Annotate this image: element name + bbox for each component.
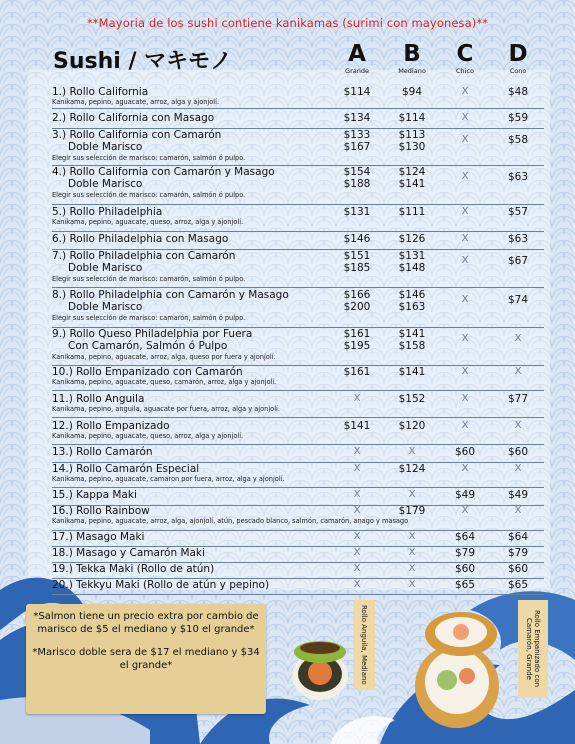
menu-row — [52, 547, 544, 563]
price-cell: $74 — [507, 294, 529, 306]
price-cell: $57 — [507, 206, 529, 218]
price-cell: X — [408, 446, 416, 457]
item-variant: Doble Marisco — [68, 141, 143, 153]
price-cell: X — [514, 505, 522, 516]
price-cell: X — [461, 112, 469, 123]
price-cell-double: $167 — [343, 141, 371, 153]
item-description: Kanikama, pepino, aguacate, camaron por fuera, arroz, alga y ajonjolí. — [52, 475, 285, 483]
price-cell: $67 — [507, 255, 529, 267]
price-cell: $166 — [343, 289, 371, 301]
price-cell: $49 — [454, 489, 476, 501]
price-cell: $131 — [343, 206, 371, 218]
item-name: 3.) Rollo California con Camarón — [52, 129, 222, 141]
price-cell-double: $141 — [398, 178, 426, 190]
column-b-header — [382, 42, 442, 75]
price-cell: X — [353, 531, 361, 542]
price-cell: X — [353, 463, 361, 474]
item-description: Kanikama, pepino, aguacate, arroz, alga y ajonjolí. — [52, 98, 220, 106]
price-cell: $146 — [398, 289, 426, 301]
item-name: 9.) Rollo Queso Philadelphia por Fuera — [52, 328, 253, 340]
price-cell: X — [353, 579, 361, 590]
item-description: Kanikama, pepino, anguila, aguacate por fuera, arroz, alga y ajonjolí. — [52, 405, 280, 413]
item-variant: Con Camarón, Salmón ó Pulpo — [68, 340, 228, 352]
menu-row — [52, 505, 544, 531]
price-cell: $141 — [343, 420, 371, 432]
price-cell: X — [461, 294, 469, 305]
price-cell-double: $185 — [343, 262, 371, 274]
price-cell: $179 — [398, 505, 426, 517]
menu-row — [52, 289, 544, 328]
item-name: 6.) Rollo Philadelphia con Masago — [52, 233, 229, 245]
menu-row — [52, 166, 544, 205]
price-cell: X — [353, 505, 361, 516]
price-cell: X — [408, 563, 416, 574]
price-cell: $133 — [343, 129, 371, 141]
item-description: Elegir sus selección de marisco: camarón, salmón ó pulpo. — [52, 154, 246, 162]
price-cell: $77 — [507, 393, 529, 405]
price-cell: X — [461, 134, 469, 145]
salmon-note: *Salmon tiene un precio extra por cambio de marisco de $5 el mediano y $10 el grande* — [33, 611, 259, 635]
price-cell: $113 — [398, 129, 426, 141]
menu-row — [52, 579, 544, 595]
price-cell-double: $130 — [398, 141, 426, 153]
price-cell: X — [353, 446, 361, 457]
price-cell: $79 — [454, 547, 476, 559]
price-cell: $64 — [507, 531, 529, 543]
item-description: Kanikama, pepino, aguacate, arroz, alga, queso por fuera y ajonjolí. — [52, 353, 276, 361]
price-cell: $60 — [507, 446, 529, 458]
item-name: 17.) Masago Maki — [52, 531, 145, 543]
menu-row — [52, 420, 544, 445]
item-name: 11.) Rollo Anguila — [52, 393, 145, 405]
price-cell: $126 — [398, 233, 426, 245]
price-cell: X — [461, 171, 469, 182]
price-cell: $154 — [343, 166, 371, 178]
price-cell: $114 — [398, 112, 426, 124]
item-name: 2.) Rollo California con Masago — [52, 112, 215, 124]
price-cell: X — [514, 420, 522, 431]
column-a-header — [327, 42, 387, 75]
price-cell: $94 — [401, 86, 423, 98]
price-cell: $146 — [343, 233, 371, 245]
price-cell-double: $163 — [398, 301, 426, 313]
item-name: 16.) Rollo Rainbow — [52, 505, 150, 517]
column-size: Mediano — [398, 67, 426, 75]
menu-row — [52, 531, 544, 547]
price-cell: X — [353, 563, 361, 574]
item-description: Kanikama, pepino, aguacate, queso, arroz, alga y ajonjolí. — [52, 432, 244, 440]
price-cell: X — [514, 366, 522, 377]
item-name: 19.) Tekka Maki (Rollo de atún) — [52, 563, 215, 575]
column-size: Cono — [509, 67, 527, 75]
price-cell: X — [461, 393, 469, 404]
price-cell: $151 — [343, 250, 371, 262]
kanikama-notice: **Mayoria de los sushi contiene kanikamas (surimi con mayonesa)** — [86, 16, 489, 30]
anguila-roll-image — [285, 628, 355, 708]
item-name: 20.) Tekkyu Maki (Rollo de atún y pepino) — [52, 579, 270, 591]
price-cell: $65 — [454, 579, 476, 591]
item-name: 12.) Rollo Empanizado — [52, 420, 170, 432]
item-name: 13.) Rollo Camarón — [52, 446, 153, 458]
item-description: Kanikama, pepino, aguacate, queso, arroz, alga y ajonjolí. — [52, 218, 244, 226]
price-cell: $111 — [398, 206, 426, 218]
price-cell: $141 — [398, 328, 426, 340]
price-cell: X — [461, 333, 469, 344]
price-cell: $63 — [507, 233, 529, 245]
empanizado-photo-label: Rollo Empanizado con Camarón, Grande — [518, 600, 548, 698]
menu-row — [52, 206, 544, 232]
price-cell: $161 — [343, 328, 371, 340]
item-name: 10.) Rollo Empanizado con Camarón — [52, 366, 243, 378]
item-description: Kanikama, pepino, aguacate, queso, camarón, arroz, alga y ajonjolí. — [52, 378, 277, 386]
column-size: Chico — [455, 67, 474, 75]
price-cell-double: $158 — [398, 340, 426, 352]
item-description: Elegir sus selección de marisco: camarón, salmón ó pulpo. — [52, 191, 246, 199]
price-cell: X — [461, 206, 469, 217]
item-name: 15.) Kappa Maki — [52, 489, 137, 501]
marisco-note: *Marisco doble sera de $17 el mediano y $34 el grande* — [32, 647, 260, 671]
item-description: Elegir sus selección de marisco: camarón, salmón ó pulpo. — [52, 275, 246, 283]
price-cell: X — [461, 420, 469, 431]
menu-row — [52, 446, 544, 463]
column-c-header — [435, 42, 495, 75]
column-letter: C — [456, 41, 474, 67]
empanizado-roll-image — [405, 608, 510, 733]
price-cell: X — [408, 531, 416, 542]
price-cell: $79 — [507, 547, 529, 559]
menu-row — [52, 129, 544, 166]
price-cell: $59 — [507, 112, 529, 124]
price-cell-double: $188 — [343, 178, 371, 190]
price-cell: $49 — [507, 489, 529, 501]
price-cell: $131 — [398, 250, 426, 262]
menu-row — [52, 393, 544, 418]
price-cell: X — [514, 333, 522, 344]
item-name: 8.) Rollo Philadelphia con Camarón y Masago — [52, 289, 289, 301]
price-cell: $114 — [343, 86, 371, 98]
item-name: 1.) Rollo California — [52, 86, 149, 98]
item-name: 7.) Rollo Philadelphia con Camarón — [52, 250, 236, 262]
price-cell: $141 — [398, 366, 426, 378]
menu-row — [52, 233, 544, 250]
price-cell: $124 — [398, 166, 426, 178]
menu-row — [52, 112, 544, 129]
price-cell: $60 — [507, 563, 529, 575]
column-letter: D — [508, 41, 528, 67]
price-cell: X — [408, 489, 416, 500]
column-letter: A — [348, 41, 366, 67]
price-cell: $65 — [507, 579, 529, 591]
item-name: 5.) Rollo Philadelphia — [52, 206, 163, 218]
price-cell: $64 — [454, 531, 476, 543]
price-cell: $48 — [507, 86, 529, 98]
price-cell: X — [408, 547, 416, 558]
column-letter: B — [403, 41, 421, 67]
column-size: Grande — [345, 67, 369, 75]
item-name: 18.) Masago y Camarón Maki — [52, 547, 205, 559]
menu-row — [52, 86, 544, 109]
price-cell: X — [461, 366, 469, 377]
menu-row — [52, 366, 544, 391]
column-d-header — [488, 42, 548, 75]
price-cell: X — [514, 463, 522, 474]
item-variant: Doble Marisco — [68, 262, 143, 274]
notes-board — [26, 604, 266, 714]
item-description: Elegir sus selección de marisco: camarón, salmón ó pulpo. — [52, 314, 246, 322]
price-cell: X — [353, 547, 361, 558]
anguila-photo-label: Rollo Anguila, Mediano — [353, 600, 375, 690]
item-name: 4.) Rollo California con Camarón y Masago — [52, 166, 275, 178]
item-name: 14.) Rollo Camarón Especial — [52, 463, 200, 475]
price-cell: X — [461, 233, 469, 244]
price-cell-double: $195 — [343, 340, 371, 352]
price-cell: X — [353, 489, 361, 500]
menu-row — [52, 563, 544, 579]
menu-row — [52, 250, 544, 288]
price-cell: X — [353, 393, 361, 404]
price-cell-double: $200 — [343, 301, 371, 313]
price-cell: X — [461, 463, 469, 474]
price-cell: $63 — [507, 171, 529, 183]
price-cell: X — [461, 505, 469, 516]
price-cell: $161 — [343, 366, 371, 378]
price-cell: X — [461, 86, 469, 97]
price-cell-double: $148 — [398, 262, 426, 274]
item-variant: Doble Marisco — [68, 178, 143, 190]
item-description: Kanikama, pepino, aguacate, arroz, alga, ajonjolí, atún, pescado blanco, salmón, camarón, anago y masago — [52, 517, 409, 525]
price-cell: X — [408, 579, 416, 590]
price-cell: $124 — [398, 463, 426, 475]
price-cell: $60 — [454, 563, 476, 575]
page-title: Sushi / マキモノ — [53, 49, 232, 74]
price-cell: $152 — [398, 393, 426, 405]
price-cell: X — [461, 255, 469, 266]
price-cell: $134 — [343, 112, 371, 124]
price-cell: $58 — [507, 134, 529, 146]
item-variant: Doble Marisco — [68, 301, 143, 313]
menu-row — [52, 328, 544, 366]
price-cell: $120 — [398, 420, 426, 432]
menu-row — [52, 463, 544, 488]
menu-row — [52, 489, 544, 506]
price-cell: $60 — [454, 446, 476, 458]
